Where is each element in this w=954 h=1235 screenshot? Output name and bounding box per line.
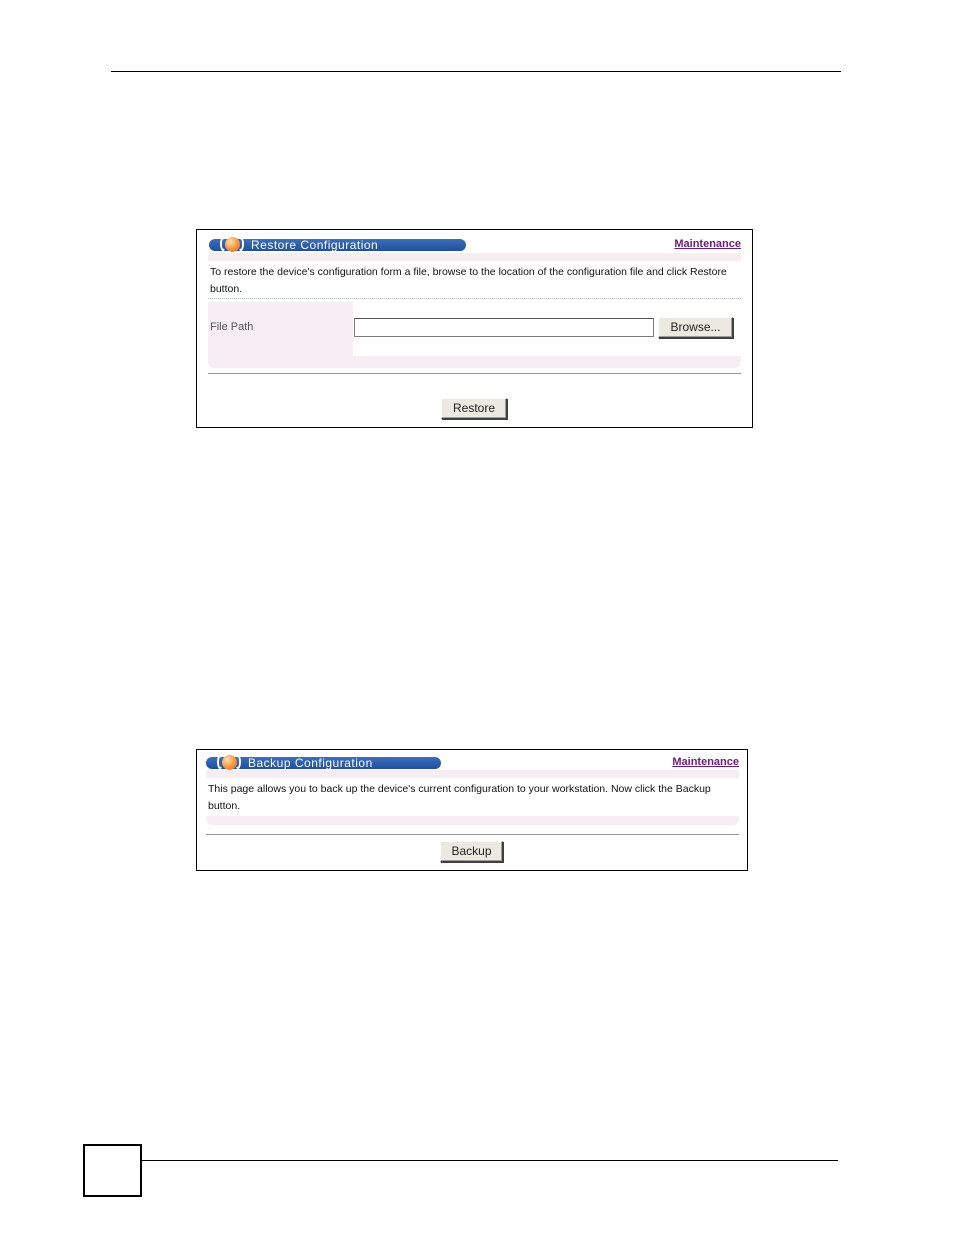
orb-icon [223, 236, 241, 254]
restore-configuration-panel [196, 229, 753, 428]
backup-title: Backup Configuration [248, 756, 373, 770]
backup-button[interactable]: Backup [440, 841, 503, 862]
page-number-box [83, 1144, 142, 1197]
restore-separator [208, 373, 741, 374]
panel-shade [206, 816, 739, 825]
backup-title-bar [206, 757, 441, 769]
panel-shade [208, 253, 741, 261]
backup-description: This page allows you to back up the device's current configuration to your workstation. Now click the Backup button. [206, 780, 739, 816]
file-path-label: File Path [210, 321, 254, 333]
file-path-input[interactable] [354, 318, 654, 337]
backup-configuration-panel [196, 749, 748, 871]
backup-separator [206, 834, 739, 835]
maintenance-link[interactable]: Maintenance [672, 756, 739, 768]
restore-description: To restore the device's configuration form a file, browse to the location of the configuration file and click Restore button. [208, 263, 741, 299]
maintenance-link[interactable]: Maintenance [674, 238, 741, 250]
header-rule [111, 71, 841, 72]
browse-button[interactable]: Browse... [658, 317, 733, 338]
panel-shade [206, 770, 739, 778]
restore-button[interactable]: Restore [441, 398, 507, 419]
footer-rule [140, 1160, 838, 1161]
restore-title: Restore Configuration [251, 238, 379, 252]
restore-title-bar [209, 239, 466, 251]
